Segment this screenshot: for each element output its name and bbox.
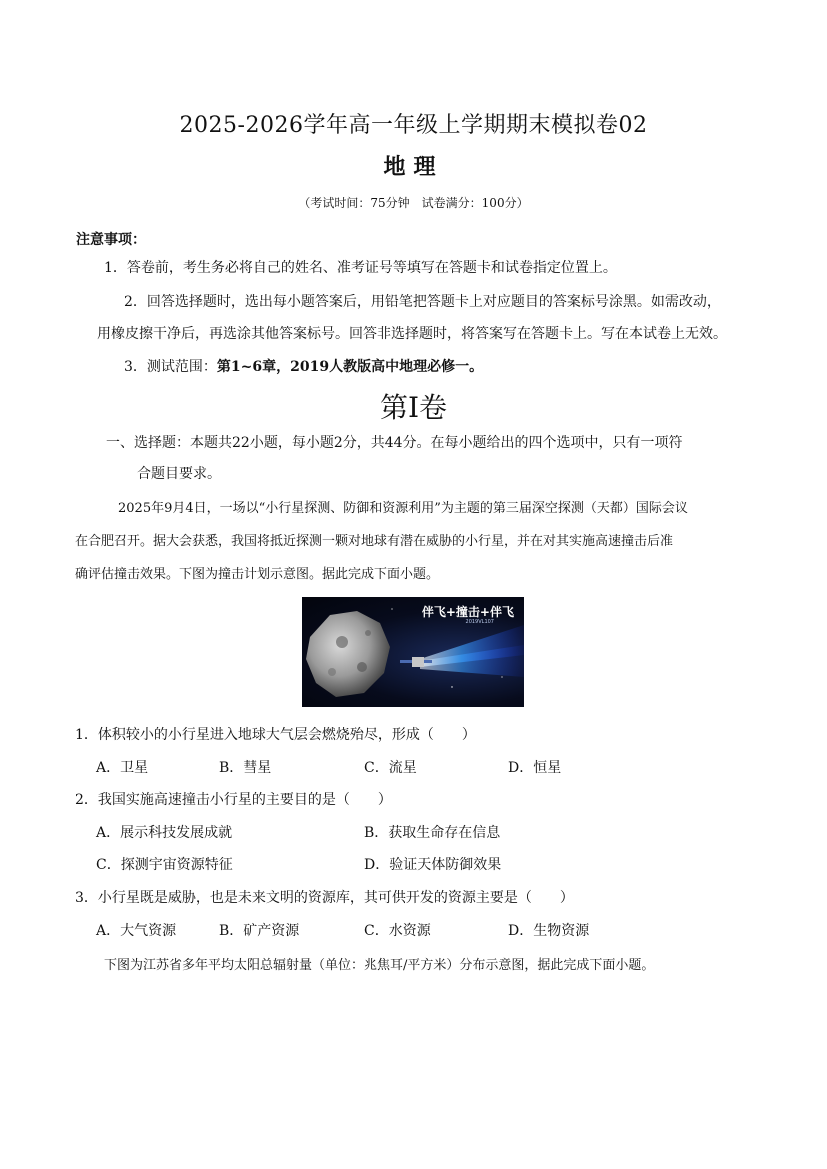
question-2-option-c: C．探测宇宙资源特征 bbox=[96, 857, 233, 873]
notice-item-2-line-2: 用橡皮擦干净后，再选涂其他答案标号。回答非选择题时，将答案写在答题卡上。写在本试卷上无效。 bbox=[97, 326, 727, 342]
question-1-option-a: A．卫星 bbox=[96, 760, 149, 776]
exam-title: 2025-2026学年高一年级上学期期末模拟卷02 bbox=[179, 113, 648, 138]
impact-plan-figure bbox=[302, 597, 524, 707]
asteroid-shape bbox=[306, 611, 390, 697]
section-instructions-line-1: 一、选择题：本题共22小题，每小题2分，共44分。在每小题给出的四个选项中，只有一项符 bbox=[106, 435, 683, 451]
notice-item-3 bbox=[124, 357, 483, 377]
question-2-stem: 2．我国实施高速撞击小行星的主要目的是（ ） bbox=[75, 792, 392, 808]
question-3-option-b: B．矿产资源 bbox=[219, 923, 300, 939]
spacecraft-body bbox=[412, 657, 424, 667]
question-2-option-a: A．展示科技发展成就 bbox=[96, 825, 233, 841]
question-1-option-b: B．彗星 bbox=[219, 760, 272, 776]
question-1-stem: 1．体积较小的小行星进入地球大气层会燃烧殆尽，形成（ ） bbox=[75, 727, 476, 743]
question-1-option-d: D．恒星 bbox=[508, 760, 562, 776]
question-3-option-c: C．水资源 bbox=[364, 923, 431, 939]
section-instructions-line-2: 合题目要求。 bbox=[137, 466, 221, 482]
question-2-option-d: D．验证天体防御效果 bbox=[364, 857, 502, 873]
stem-1-line-3: 确评估撞击效果。下图为撞击计划示意图。据此完成下面小题。 bbox=[75, 567, 440, 582]
subject-title: 地理 bbox=[383, 154, 444, 180]
notice-heading: 注意事项： bbox=[76, 232, 146, 248]
notice-item-1: 1．答卷前，考生务必将自己的姓名、准考证号等填写在答题卡和试卷指定位置上。 bbox=[104, 260, 617, 276]
exam-time-note: （考试时间：75分钟 试卷满分：100分） bbox=[298, 196, 529, 210]
stem-2-line-1: 下图为江苏省多年平均太阳总辐射量（单位：兆焦耳/平方米）分布示意图，据此完成下面小题。 bbox=[104, 958, 655, 973]
question-3-option-d: D．生物资源 bbox=[508, 923, 590, 939]
question-3-stem: 3．小行星既是威胁，也是未来文明的资源库，其可供开发的资源主要是（ ） bbox=[75, 890, 574, 906]
notice-item-3-prefix: 3．测试范围： bbox=[124, 359, 217, 375]
question-2-option-b: B．获取生命存在信息 bbox=[364, 825, 501, 841]
section-title: 第I卷 bbox=[379, 391, 448, 424]
figure-sublabel: 2019VL107 bbox=[465, 619, 494, 625]
stem-1-line-2: 在合肥召开。据大会获悉，我国将抵近探测一颗对地球有潜在威胁的小行星，并在对其实施高速撞击后准 bbox=[75, 534, 674, 549]
question-1-option-c: C．流星 bbox=[364, 760, 417, 776]
notice-item-2-line-1: 2．回答选择题时，选出每小题答案后，用铅笔把答题卡上对应题目的答案标号涂黑。如需改动， bbox=[124, 294, 721, 310]
question-3-option-a: A．大气资源 bbox=[96, 923, 177, 939]
stem-1-line-1: 2025年9月4日，一场以“小行星探测、防御和资源利用”为主题的第三届深空探测（天都）国际会议 bbox=[118, 501, 688, 516]
notice-item-3-scope: 第1~6章，2019人教版高中地理必修一。 bbox=[216, 359, 484, 375]
figure-label: 伴飞+撞击+伴飞 bbox=[421, 605, 514, 619]
